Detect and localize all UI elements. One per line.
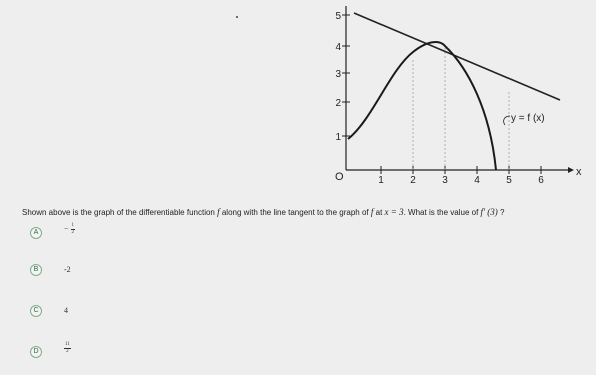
y-tick-label: 5 [335, 11, 341, 22]
fraction-denominator: 2 [71, 230, 75, 235]
derivative-expression: f′ (3) [480, 207, 498, 217]
question-prefix: Shown above is the graph of the differentiable function [22, 208, 215, 217]
x-value: x = 3 [384, 207, 404, 217]
origin-label: O [335, 171, 344, 183]
question-at: at [375, 208, 383, 217]
choice-a[interactable] [30, 226, 42, 240]
x-tick-label: 5 [506, 175, 512, 186]
question-text [22, 207, 504, 217]
question-middle: along with the line tangent to the graph of [221, 208, 369, 217]
choice-a-value [64, 223, 75, 236]
choice-d-fraction [64, 342, 71, 355]
question-end: ? [500, 208, 505, 217]
stray-mark [236, 16, 238, 18]
choice-a-bubble[interactable]: A [30, 227, 42, 239]
x-axis-label: x [576, 166, 582, 178]
choice-b-bubble[interactable]: B [30, 264, 42, 276]
fraction-numerator: 1 [71, 223, 75, 228]
choice-c-bubble[interactable]: C [30, 305, 42, 317]
choice-a-sign: − [64, 224, 69, 234]
x-tick-label: 6 [538, 175, 544, 186]
x-tick-label: 2 [410, 175, 416, 186]
choice-d-value [64, 342, 71, 355]
y-tick-label: 4 [335, 42, 341, 53]
curve-label: y = f (x) [511, 113, 545, 124]
y-tick-label: 1 [335, 132, 341, 143]
fraction-denominator: 2 [66, 349, 69, 354]
choice-d[interactable] [30, 345, 42, 359]
fraction-numerator: 11 [65, 342, 70, 347]
choice-b-value: -2 [64, 265, 71, 274]
choice-a-fraction [71, 223, 76, 236]
y-tick-label: 3 [335, 69, 341, 80]
x-axis-arrow [568, 167, 574, 173]
y-tick-label: 2 [335, 98, 341, 109]
function-symbol: f [370, 207, 374, 217]
graph-axes [346, 6, 574, 173]
function-symbol: f [217, 207, 220, 217]
question-suffix: . What is the value of [403, 208, 479, 217]
curve-f [348, 42, 496, 170]
x-tick-label: 4 [474, 175, 480, 186]
choice-c[interactable] [30, 304, 42, 318]
choice-b[interactable] [30, 263, 42, 277]
x-tick-label: 3 [442, 175, 448, 186]
x-tick-label: 1 [378, 175, 384, 186]
choice-d-bubble[interactable]: D [30, 346, 42, 358]
choice-c-value: 4 [64, 306, 68, 315]
